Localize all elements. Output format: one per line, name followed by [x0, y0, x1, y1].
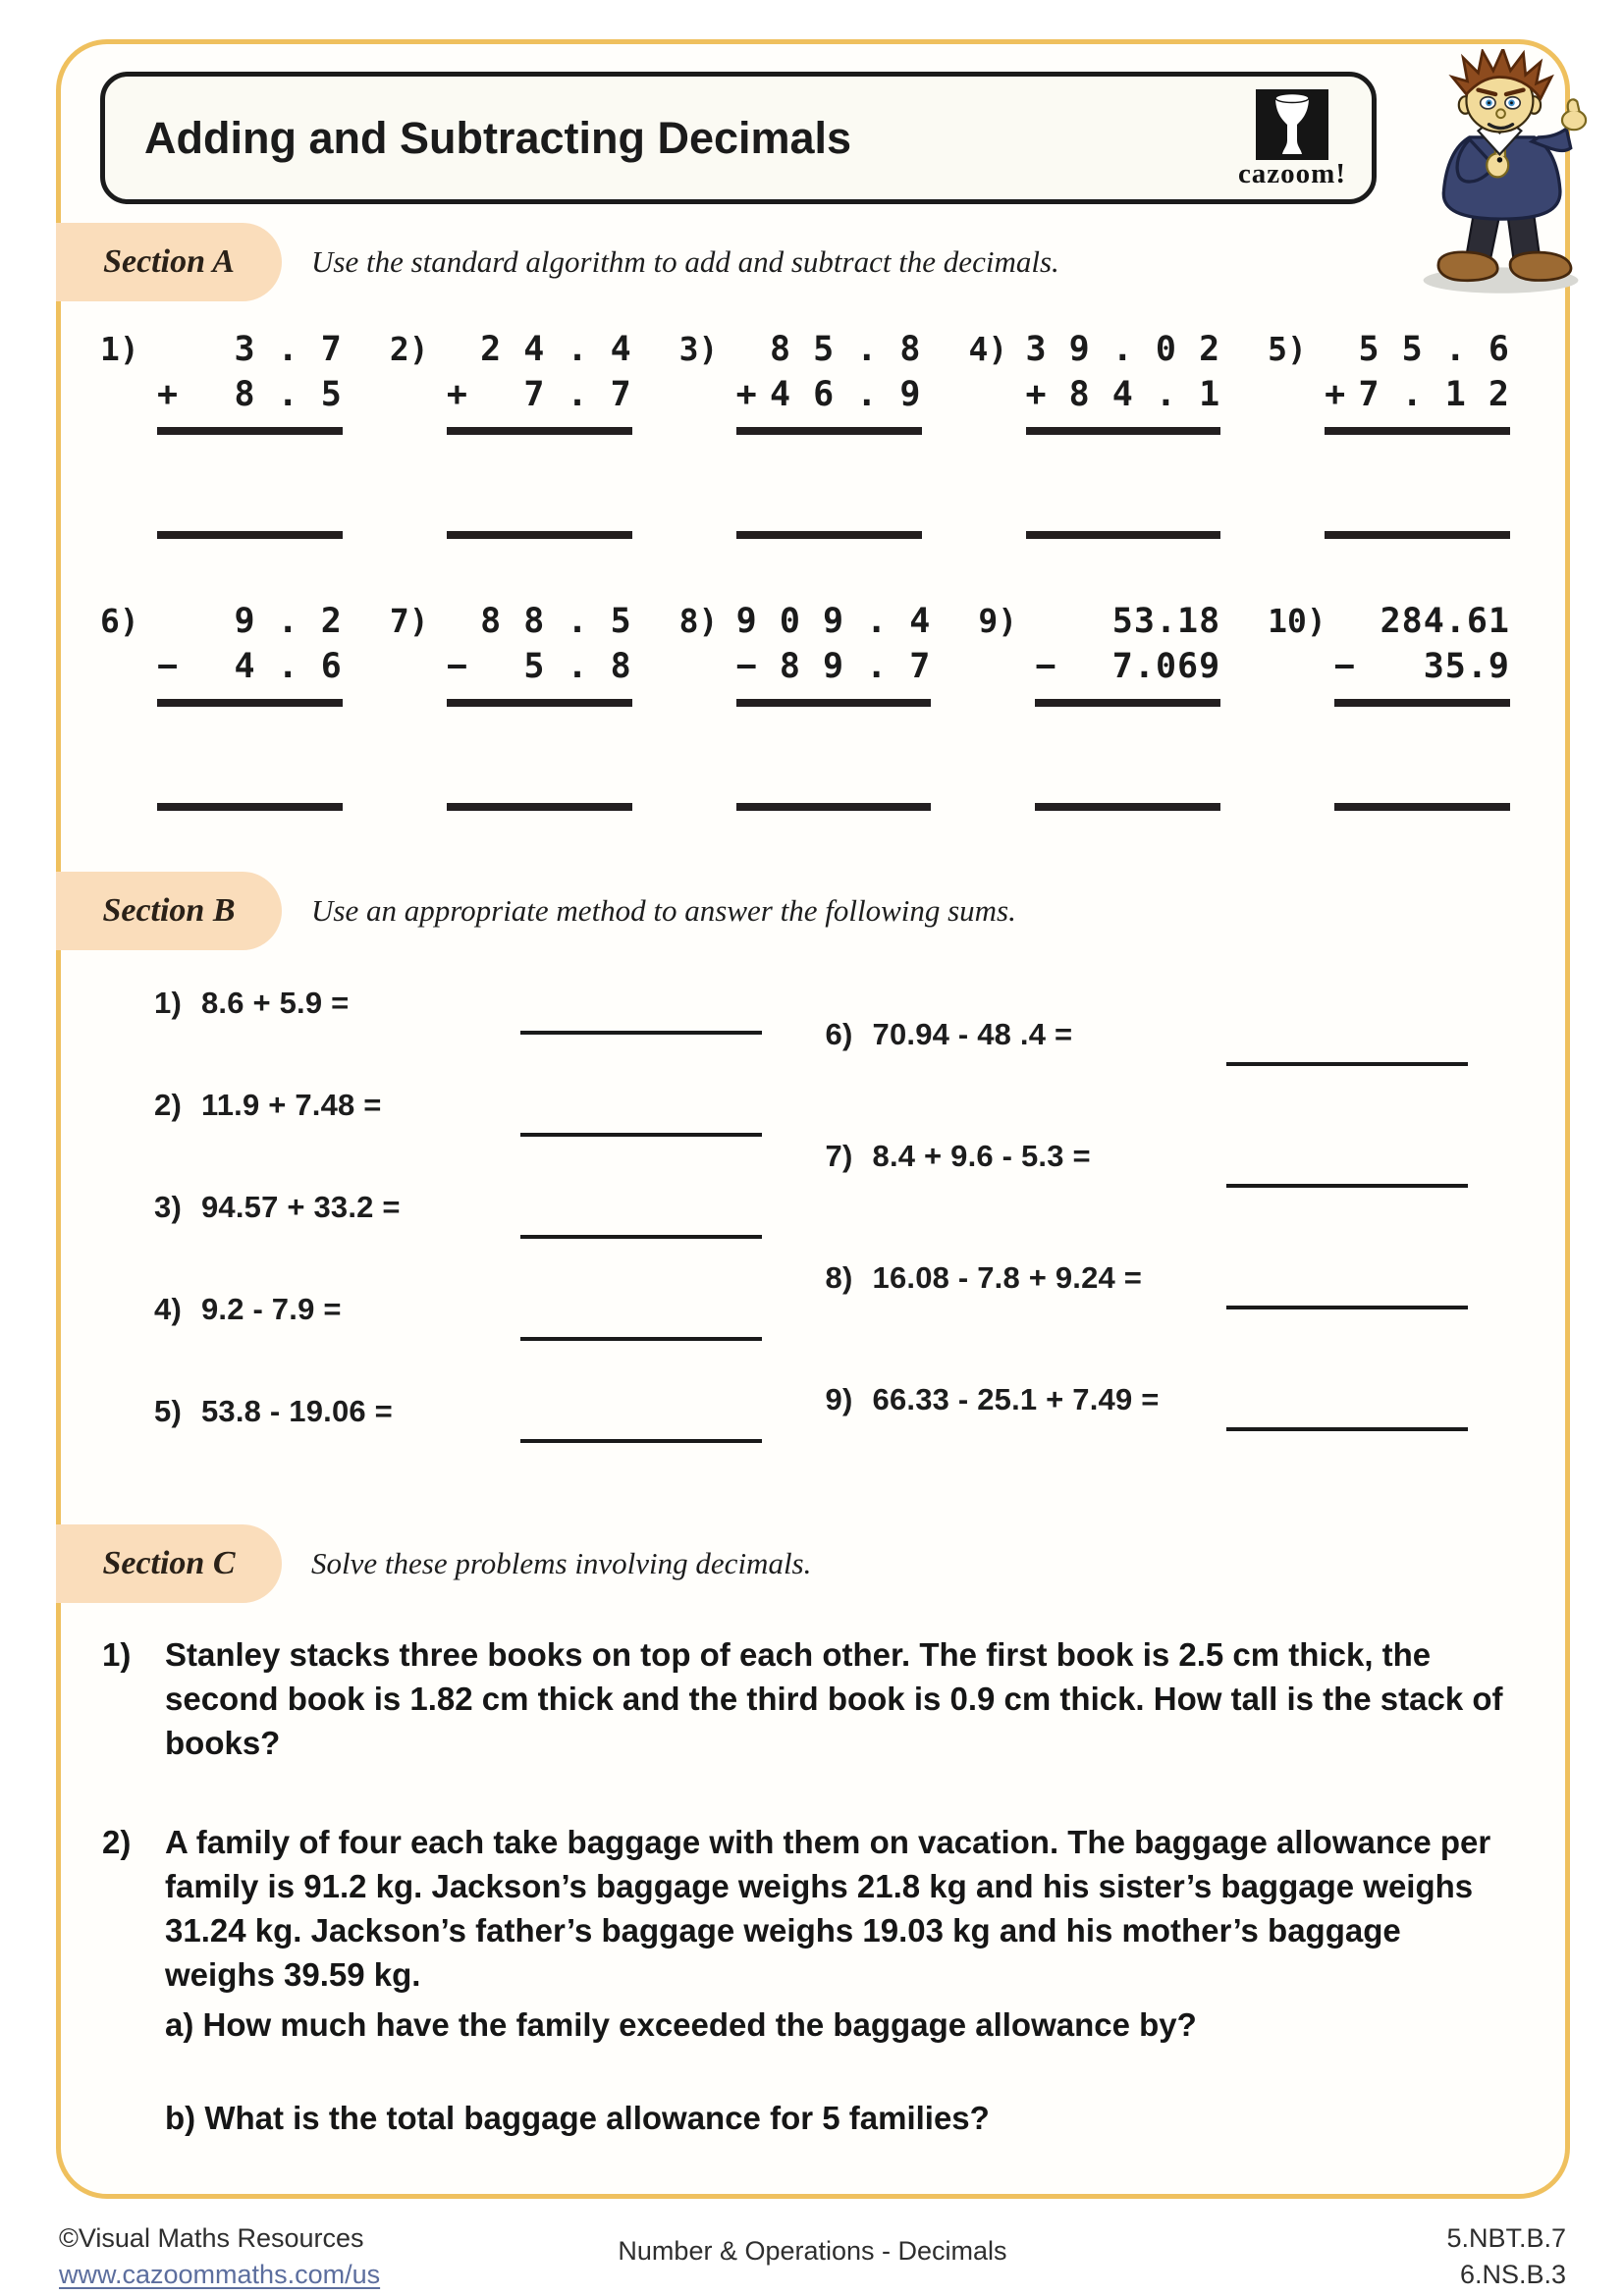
sum-expression: 53.8 - 19.06 =: [200, 1394, 393, 1428]
answer-blank-line: [157, 531, 343, 539]
operator-sign: +: [1025, 375, 1048, 414]
column-arithmetic-problem: [390, 599, 632, 811]
problem-number: 5): [1268, 330, 1307, 368]
problem-statement: A family of four each take baggage with them on vacation. The baggage allowance per family is 91.2 kg. Jackson’s baggage weighs 21.8 kg and his sister’s baggage weighs 31.24 kg. Jackson’s father’s baggage weighs 19.03 kg and his mother’s baggage weighs 39.59 kg.: [165, 1824, 1491, 1993]
section-c-body: [61, 1632, 1565, 2140]
sum-text-row: [154, 1088, 792, 1123]
top-operand: 53.18: [1111, 602, 1221, 641]
problem-number: 8): [825, 1260, 853, 1295]
problem-number: 3): [678, 330, 719, 368]
mascot-boy-illustration: [1394, 49, 1618, 296]
equals-line: [447, 699, 632, 707]
answer-blank-line: [736, 803, 932, 811]
problem-number: 1): [102, 1636, 132, 1673]
problem-number: 9): [825, 1382, 853, 1416]
sum-expression: 8.4 + 9.6 - 5.3 =: [872, 1139, 1091, 1173]
problem-working-area: [1026, 327, 1221, 539]
logo-wordmark: cazoom!: [1237, 158, 1346, 189]
section-a-label: Section A: [103, 243, 235, 280]
sum-text-row: [826, 1260, 1511, 1296]
sub-question-a: a) How much have the family exceeded the baggage allowance by?: [165, 2006, 1197, 2043]
sum-text-row: [154, 1394, 792, 1429]
bottom-operand: 5 . 8: [523, 647, 632, 686]
answer-blank-line: [1226, 1062, 1468, 1066]
problem-number: 1): [154, 986, 182, 1020]
equals-line: [447, 427, 632, 435]
top-operand: 9 0 9 . 4: [735, 602, 932, 641]
bottom-operand-row: [736, 372, 922, 417]
problem-working-area: [157, 599, 343, 811]
answer-blank-line: [736, 531, 922, 539]
column-arithmetic-problem: [969, 327, 1221, 539]
operator-sign: −: [1035, 647, 1057, 686]
answer-blank-line: [520, 1133, 762, 1137]
equals-line: [157, 699, 343, 707]
operator-sign: −: [1333, 647, 1356, 686]
section-b-sum: [826, 1260, 1511, 1382]
problem-number: 10): [1268, 602, 1326, 640]
top-operand: 5 5 . 6: [1358, 330, 1510, 369]
bottom-operand: 4 . 6: [234, 647, 343, 686]
problem-working-area: [1035, 599, 1220, 811]
equals-line: [1334, 699, 1510, 707]
problem-number: 2): [102, 1824, 132, 1860]
section-c-label: Section C: [102, 1545, 236, 1581]
top-operand: 9 . 2: [234, 602, 343, 641]
sum-expression: 66.33 - 25.1 + 7.49 =: [872, 1382, 1160, 1416]
column-arithmetic-problem: [679, 599, 932, 811]
section-b-sum: [826, 1139, 1511, 1260]
bottom-operand-row: [736, 644, 932, 689]
problem-working-area: [736, 327, 922, 539]
equals-line: [1325, 427, 1510, 435]
copyright-text: ©Visual Maths Resources: [59, 2223, 364, 2253]
problem-number: 6): [100, 602, 139, 640]
problem-working-area: [736, 599, 932, 811]
operator-sign: −: [446, 647, 468, 686]
operator-sign: +: [157, 375, 180, 414]
problem-number: 7): [389, 602, 429, 640]
equals-line: [736, 427, 922, 435]
operator-sign: −: [157, 647, 180, 686]
operator-sign: +: [446, 375, 468, 414]
bottom-operand-row: [447, 372, 632, 417]
answer-blank-line: [1226, 1184, 1468, 1188]
bottom-operand-row: [1035, 644, 1220, 689]
section-b-sum: [154, 986, 792, 1088]
answer-blank-line: [520, 1235, 762, 1239]
sum-expression: 94.57 + 33.2 =: [200, 1190, 401, 1224]
sum-expression: 70.94 - 48 .4 =: [872, 1017, 1073, 1051]
sub-question-b: b) What is the total baggage allowance for 5 families?: [165, 2100, 990, 2136]
bottom-operand-row: [447, 644, 632, 689]
problem-number: 2): [154, 1088, 182, 1122]
section-b-header: [61, 872, 1565, 950]
section-a-tab: [56, 223, 282, 301]
answer-blank-line: [1026, 531, 1221, 539]
section-b-sum: [154, 1088, 792, 1190]
bottom-operand-row: [1325, 372, 1510, 417]
section-b-sum: [826, 1382, 1511, 1504]
equals-line: [157, 427, 343, 435]
bottom-operand-row: [1334, 644, 1510, 689]
top-operand: 8 8 . 5: [480, 602, 632, 641]
bottom-operand: 8 4 . 1: [1068, 375, 1221, 414]
column-arithmetic-problem: [100, 599, 343, 811]
sum-text-row: [154, 1292, 792, 1327]
bottom-operand: 7.069: [1111, 647, 1221, 686]
problem-number: 7): [825, 1139, 853, 1173]
section-a-problems-row-1: [61, 327, 1565, 539]
word-problem: [102, 1820, 1506, 2140]
section-c-instruction: Solve these problems involving decimals.: [311, 1546, 812, 1580]
sum-text-row: [154, 1190, 792, 1225]
word-problem-text: [165, 1632, 1506, 1765]
column-arithmetic-problem: [978, 599, 1220, 811]
top-operand: 3 9 . 0 2: [1025, 330, 1221, 369]
sum-expression: 8.6 + 5.9 =: [200, 986, 350, 1020]
answer-blank-line: [1226, 1427, 1468, 1431]
answer-blank-line: [1334, 803, 1510, 811]
operator-sign: −: [735, 647, 758, 686]
answer-blank-line: [447, 803, 632, 811]
bottom-operand-row: [157, 644, 343, 689]
top-operand: 3 . 7: [234, 330, 343, 369]
equals-line: [736, 699, 932, 707]
section-b-sum: [154, 1292, 792, 1394]
top-operand: 8 5 . 8: [769, 330, 922, 369]
section-b-tab: [56, 872, 282, 950]
answer-blank-line: [447, 531, 632, 539]
column-arithmetic-problem: [1268, 327, 1510, 539]
problem-working-area: [1334, 599, 1510, 811]
answer-blank-line: [1325, 531, 1510, 539]
page-footer: [59, 2220, 1566, 2293]
bottom-operand-row: [157, 372, 343, 417]
top-operand: 284.61: [1380, 602, 1510, 641]
column-arithmetic-problem: [100, 327, 343, 539]
problem-number: 4): [968, 330, 1008, 368]
answer-blank-line: [520, 1031, 762, 1035]
bottom-operand: 35.9: [1423, 647, 1510, 686]
section-b-instruction: Use an appropriate method to answer the following sums.: [311, 893, 1016, 928]
problem-number: 2): [389, 330, 429, 368]
column-arithmetic-problem: [679, 327, 922, 539]
word-problem: [102, 1632, 1506, 1765]
sum-text-row: [154, 986, 792, 1021]
bottom-operand: 7 . 7: [523, 375, 632, 414]
word-problem-text: [165, 1820, 1506, 2140]
problem-working-area: [1325, 327, 1510, 539]
worksheet-frame: [56, 39, 1570, 2199]
column-arithmetic-problem: [390, 327, 632, 539]
sum-text-row: [826, 1017, 1511, 1052]
sum-expression: 9.2 - 7.9 =: [200, 1292, 342, 1326]
footer-topic-label: Number & Operations - Decimals: [618, 2236, 1007, 2266]
answer-blank-line: [520, 1337, 762, 1341]
operator-sign: +: [735, 375, 758, 414]
problem-number: 1): [100, 330, 139, 368]
page-title: Adding and Subtracting Decimals: [144, 112, 852, 163]
equals-line: [1026, 427, 1221, 435]
problem-number: 6): [825, 1017, 853, 1051]
section-b-body: [61, 986, 1565, 1504]
section-a-header: [61, 223, 1565, 301]
cazoom-url-link[interactable]: www.cazoommaths.com/us: [59, 2260, 381, 2289]
footer-standards-block: [1007, 2220, 1566, 2293]
bottom-operand: 7 . 1 2: [1358, 375, 1510, 414]
section-a-instruction: Use the standard algorithm to add and subtract the decimals.: [311, 244, 1059, 279]
equals-line: [1035, 699, 1220, 707]
problem-working-area: [157, 327, 343, 539]
section-b-label: Section B: [102, 892, 236, 929]
section-b-left-column: [154, 986, 792, 1504]
answer-blank-line: [1226, 1306, 1468, 1309]
bottom-operand: 8 9 . 7: [779, 647, 932, 686]
answer-blank-line: [1035, 803, 1220, 811]
worksheet-title-box: [100, 72, 1377, 204]
drum-logo-icon: [1255, 89, 1329, 160]
problem-number: 8): [678, 602, 719, 640]
section-a-problems-row-2: [61, 599, 1565, 811]
section-b-sum: [154, 1190, 792, 1292]
sum-text-row: [826, 1139, 1511, 1174]
problem-statement: Stanley stacks three books on top of each other. The first book is 2.5 cm thick, the second book is 1.82 cm thick and the third book is 0.9 cm thick. How tall is the stack of books?: [165, 1636, 1503, 1761]
bottom-operand-row: [1026, 372, 1221, 417]
sum-expression: 11.9 + 7.48 =: [200, 1088, 382, 1122]
problem-number: 4): [154, 1292, 182, 1326]
footer-copyright-block: [59, 2220, 618, 2293]
section-c-header: [61, 1524, 1565, 1603]
problem-working-area: [447, 599, 632, 811]
problem-number: 5): [154, 1394, 182, 1428]
problem-number: 3): [154, 1190, 182, 1224]
cazoom-logo: [1238, 89, 1346, 190]
problem-number: 9): [978, 602, 1018, 640]
sum-text-row: [826, 1382, 1511, 1417]
column-arithmetic-problem: [1268, 599, 1510, 811]
answer-blank-line: [520, 1439, 762, 1443]
standard-code-1: 5.NBT.B.7: [1446, 2223, 1566, 2253]
section-b-right-column: [792, 986, 1511, 1504]
problem-working-area: [447, 327, 632, 539]
standard-code-2: 6.NS.B.3: [1459, 2260, 1566, 2289]
sum-expression: 16.08 - 7.8 + 9.24 =: [872, 1260, 1143, 1295]
bottom-operand: 4 6 . 9: [769, 375, 922, 414]
operator-sign: +: [1325, 375, 1347, 414]
section-b-sum: [826, 1017, 1511, 1139]
top-operand: 2 4 . 4: [480, 330, 632, 369]
section-c-tab: [56, 1524, 282, 1603]
section-b-sum: [154, 1394, 792, 1496]
bottom-operand: 8 . 5: [234, 375, 343, 414]
answer-blank-line: [157, 803, 343, 811]
